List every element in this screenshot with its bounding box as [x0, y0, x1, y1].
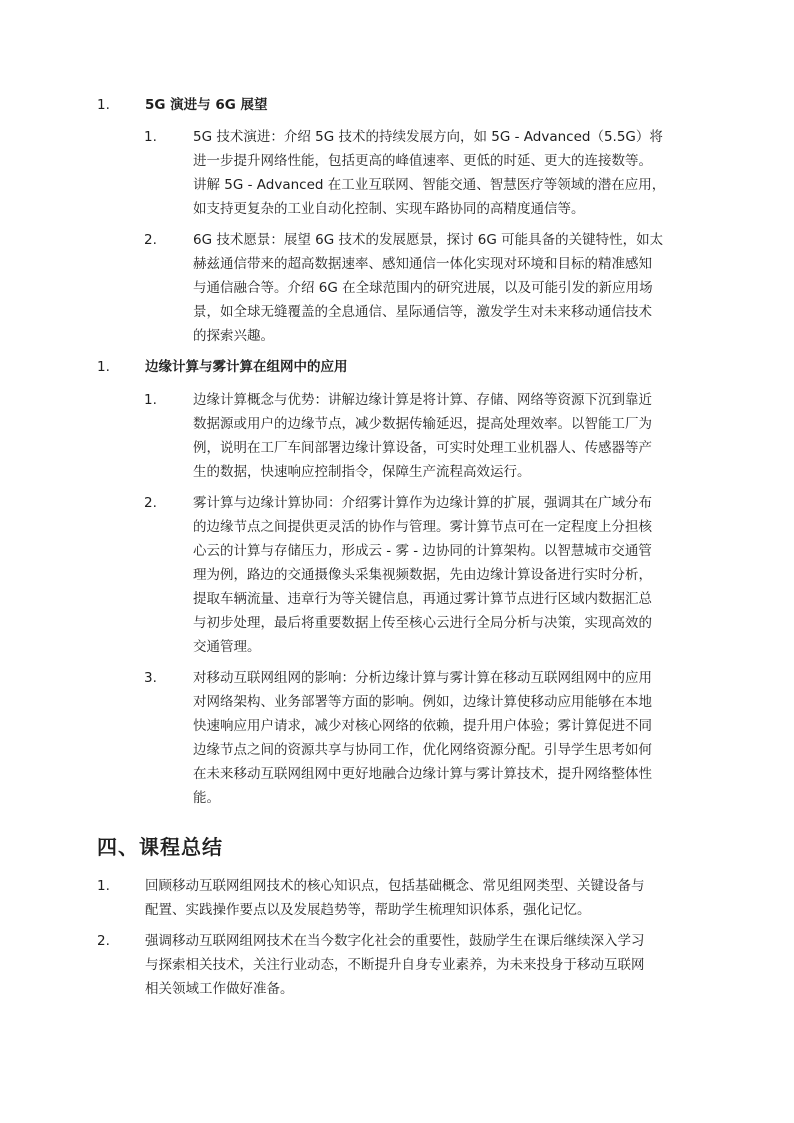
- item-text: 5G 技术演进：介绍 5G 技术的持续发展方向，如 5G - Advanced（5.5G）将 进一步提升网络性能，包括更高的峰值速率、更低的时延、更大的连接数等。 讲解 5G - Advanced 在工业互联网、智能交通、智慧医疗等领域的潜在应用， 如支持更复杂的工业自动化控制、实现车路协同的高精度通信等。: [193, 129, 666, 217]
- item-number: 2.: [144, 232, 157, 248]
- item-number: 2.: [144, 495, 157, 511]
- item-text: 6G 技术愿景：展望 6G 技术的发展愿景，探讨 6G 可能具备的关键特性，如太 赫兹通信带来的超高数据速率、感知通信一体化实现对环境和目标的精准感知 与通信融合等。介绍 6G 在全球范围内的研究进展，以及可能引发的新应用场 景，如全球无缝覆盖的全息通信、星际通信等，激发学生对未来移动通信技术 的探索兴趣。: [193, 232, 664, 344]
- summary-heading: 四、课程总结: [97, 835, 223, 859]
- summary-item-text: 回顾移动互联网组网技术的核心知识点，包括基础概念、常见组网类型、关键设备与 配置、实践操作要点以及发展趋势等，帮助学生梳理知识体系，强化记忆。: [145, 878, 645, 918]
- summary-item-number: 2.: [97, 933, 110, 949]
- item-text: 对移动互联网组网的影响：分析边缘计算与雾计算在移动互联网组网中的应用 对网络架构、业务部署等方面的影响。例如，边缘计算使移动应用能够在本地 快速响应用户请求，减少对核心网络的依赖，提升用户体验；雾计算促进不同 边缘节点之间的资源共享与协同工作，优化网络资源分配。引导学生思考如何 在未来移动互联网组网中更好地融合边缘计算与雾计算技术，提升网络整体性 能。: [193, 670, 652, 806]
- item-number: 1.: [144, 392, 157, 408]
- section-title: 边缘计算与雾计算在组网中的应用: [145, 359, 348, 375]
- item-text: 雾计算与边缘计算协同：介绍雾计算作为边缘计算的扩展，强调其在广域分布 的边缘节点之间提供更灵活的协作与管理。雾计算节点可在一定程度上分担核 心云的计算与存储压力，形成云 - 雾 - 边协同的计算架构。以智慧城市交通管 理为例，路边的交通摄像头采集视频数据，先由边缘计算设备进行实时分析， 提取车辆流量、违章行为等关键信息，再通过雾计算节点进行区域内数据汇总 与初步处理，最后将重要数据上传至核心云进行全局分析与决策，实现高效的 交通管理。: [193, 495, 652, 655]
- item-number: 3.: [144, 670, 157, 686]
- summary-item-number: 1.: [97, 878, 110, 894]
- section-title: 5G 演进与 6G 展望: [145, 97, 268, 113]
- item-number: 1.: [144, 129, 157, 145]
- section-number: 1.: [97, 359, 110, 375]
- summary-item-text: 强调移动互联网组网技术在当今数字化社会的重要性，鼓励学生在课后继续深入学习 与探索相关技术，关注行业动态，不断提升自身专业素养，为未来投身于移动互联网 相关领域工作做好准备。: [145, 933, 645, 997]
- item-text: 边缘计算概念与优势：讲解边缘计算是将计算、存储、网络等资源下沉到靠近 数据源或用户的边缘节点，减少数据传输延迟，提高处理效率。以智能工厂为 例，说明在工厂车间部署边缘计算设备，可实时处理工业机器人、传感器等产 生的数据，快速响应控制指令，保障生产流程高效运行。: [193, 392, 652, 480]
- section-number: 1.: [97, 97, 110, 113]
